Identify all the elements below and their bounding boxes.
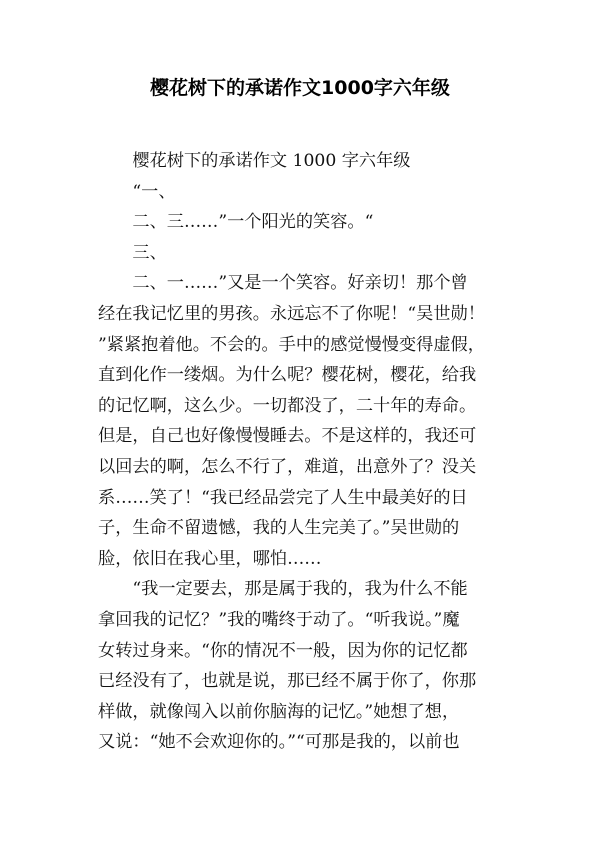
body-line: 二、一……”又是一个笑容。好亲切！那个曾 [98, 273, 468, 294]
document-title: 樱花树下的承诺作文1000字六年级 [150, 77, 450, 99]
body-line: 样做，就像闯入以前你脑海的记忆。”她想了想， [98, 701, 460, 722]
body-line: 经在我记忆里的男孩。永远忘不了你呢！“吴世勋！ [98, 303, 485, 324]
body-line: 系……笑了！“我已经品尝完了人生中最美好的日 [98, 487, 468, 508]
body-line: 又说：“她不会欢迎你的。”“可那是我的，以前也 [98, 732, 460, 753]
body-line: 樱花树下的承诺作文 1000 字六年级 [98, 151, 411, 171]
body-line: ”紧紧抱着他。不会的。手中的感觉慢慢变得虚假， [98, 334, 485, 355]
body-line: 直到化作一缕烟。为什么呢？樱花树，樱花，给我 [98, 365, 477, 386]
body-line: 子，生命不留遗憾，我的人生完美了。”吴世勋的 [98, 518, 460, 539]
body-line: “一、 [98, 181, 176, 202]
body-line: 脸，依旧在我心里，哪怕…… [98, 548, 322, 569]
body-line: 以回去的啊，怎么不行了，难道，出意外了？没关 [98, 456, 477, 477]
body-line: 女转过身来。“你的情况不一般，因为你的记忆都 [98, 640, 468, 661]
body-line: 的记忆啊，这么少。一切都没了，二十年的寿命。 [98, 395, 477, 416]
body-line: 二、三……”一个阳光的笑容。“ [98, 212, 374, 233]
document-body [98, 146, 502, 758]
body-line: 已经没有了，也就是说，那已经不属于你了，你那 [98, 671, 477, 692]
body-line: 三、 [98, 242, 167, 263]
body-line: 但是，自己也好像慢慢睡去。不是这样的，我还可 [98, 426, 477, 447]
body-line: “我一定要去，那是属于我的，我为什么不能 [98, 579, 468, 600]
body-line: 拿回我的记忆？”我的嘴终于动了。“听我说。”魔 [98, 609, 460, 630]
